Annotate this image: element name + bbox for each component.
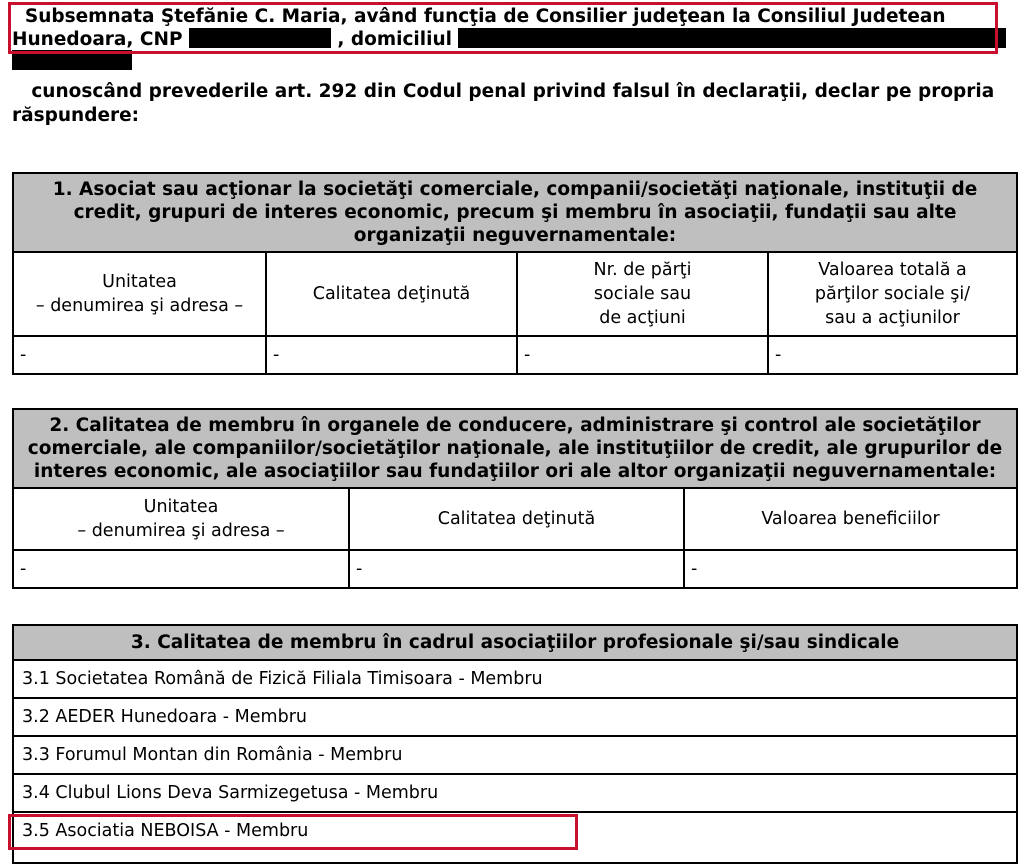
section-1-header-row	[14, 253, 1016, 337]
section-2-value-row	[14, 551, 1016, 587]
s3-item-1: 3.1 Societatea Română de Fizică Filiala Timisoara - Membru	[14, 661, 1016, 699]
highlight-box-name	[8, 2, 998, 54]
s2-header-beneficii	[685, 489, 1016, 549]
section-2-table	[12, 408, 1018, 589]
s2-header-unitatea	[14, 489, 350, 549]
s2-value-2: -	[350, 551, 685, 587]
s3-item-3: 3.3 Forumul Montan din România - Membru	[14, 737, 1016, 775]
s1-value-1: -	[14, 337, 267, 373]
section-2-header-row	[14, 489, 1016, 551]
s1-header-unitatea-text: Unitatea – denumirea şi adresa –	[35, 272, 244, 316]
s2-header-calitatea-text: Calitatea deţinută	[437, 509, 596, 529]
intro-text-3: , domiciliul	[337, 29, 452, 50]
highlight-box-neboisa	[8, 814, 578, 850]
s1-header-unitatea	[14, 253, 267, 335]
section-1-title: 1. Asociat sau acţionar la societăţi comerciale, companii/societăţi naţionale, instituţii de credit, grupuri de interes economic, precum şi membru în asociaţii, fundaţii sau alte organizaţii neguvernamentale:	[14, 174, 1016, 253]
s3-item-2: 3.2 AEDER Hunedoara - Membru	[14, 699, 1016, 737]
section-1-table	[12, 172, 1018, 375]
section-2-title: 2. Calitatea de membru în organele de conducere, administrare şi control ale societăţilor comerciale, ale companiilor/societăţilor naţionale, ale instituţiilor de credit, ale grupurilor de interes economic, ale asociaţiilor sau fundaţiilor ori ale altor organizaţii neguvernamentale:	[14, 410, 1016, 489]
s3-item-5: 3.5 Asociatia NEBOISA - Membru	[22, 821, 309, 841]
declaration-text	[12, 80, 1002, 128]
section-3-title: 3. Calitatea de membru în cadrul asociaţiilor profesionale şi/sau sindicale	[14, 626, 1016, 661]
intro-text-1: Subsemnata Ştefănie C. Maria, având funcţia de Consilier judeţean la Consiliul Judetean	[24, 6, 946, 27]
s2-value-3: -	[691, 559, 698, 579]
s2-header-unitatea-text: Unitatea – denumirea şi adresa –	[77, 497, 285, 541]
s1-value-4: -	[775, 345, 782, 365]
s1-header-calitatea	[267, 253, 518, 335]
s2-value-1: -	[14, 551, 350, 587]
s1-header-valoarea	[769, 253, 1016, 335]
s2-header-calitatea	[350, 489, 685, 549]
section-1-value-row	[14, 337, 1016, 373]
intro-text-2: Hunedoara, CNP	[12, 29, 183, 50]
s1-header-calitatea-text: Calitatea deţinută	[312, 284, 471, 304]
s3-item-4: 3.4 Clubul Lions Deva Sarmizegetusa - Membru	[14, 775, 1016, 813]
s1-value-3: -	[518, 337, 769, 373]
s1-header-nr-parti	[518, 253, 769, 335]
s2-header-beneficii-text: Valoarea beneficiilor	[761, 509, 940, 529]
s1-header-nr-parti-text: Nr. de părţi sociale sau de acţiuni	[593, 260, 692, 328]
s1-header-valoarea-text: Valoarea totală a părţilor sociale şi/ sau a acţiunilor	[814, 260, 971, 328]
declaration-statement: cunoscând prevederile art. 292 din Codul penal privind falsul în declaraţii, declar pe propria răspundere:	[12, 81, 995, 126]
s1-value-2: -	[267, 337, 518, 373]
